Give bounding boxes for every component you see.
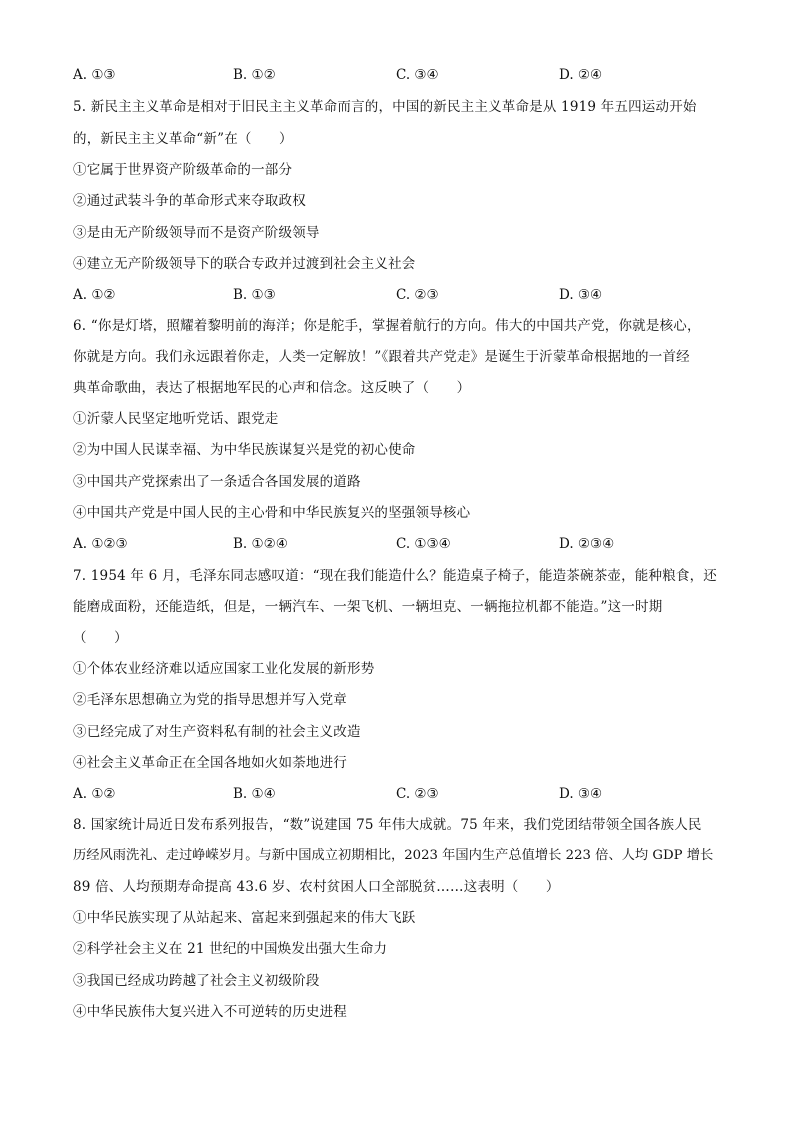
q6-item-3: ③中国共产党探索出了一条适合各国发展的道路 <box>73 474 361 490</box>
q8-item-2: ②科学社会主义在 21 世纪的中国焕发出强大生命力 <box>73 941 388 957</box>
q5-option-b: B. ①③ <box>233 287 276 303</box>
q4-option-c: C. ③④ <box>396 67 439 83</box>
q5-option-a: A. ①② <box>73 287 116 303</box>
q5-item-4: ④建立无产阶级领导下的联合专政并过渡到社会主义社会 <box>73 256 416 272</box>
q7-stem-line-1: 7. 1954 年 6 月，毛泽东同志感叹道：“现在我们能造什么？能造桌子椅子，能造茶碗茶壶，能种粮食，还 <box>73 568 717 584</box>
q8-stem-line-1: 8. 国家统计局近日发布系列报告，“数”说建国 75 年伟大成就。75 年来，我们党团结带领全国各族人民 <box>73 817 702 833</box>
q7-stem-line-3: （ ） <box>73 630 128 646</box>
q5-stem-line-1: 5. 新民主主义革命是相对于旧民主主义革命而言的，中国的新民主主义革命是从 1919 年五四运动开始 <box>73 99 697 115</box>
q6-stem-line-3: 典革命歌曲，表达了根据地军民的心声和信念。这反映了（ ） <box>73 380 471 396</box>
q6-option-b: B. ①②④ <box>233 536 288 552</box>
q5-item-1: ①它属于世界资产阶级革命的一部分 <box>73 162 293 178</box>
q6-item-4: ④中国共产党是中国人民的主心骨和中华民族复兴的坚强领导核心 <box>73 505 471 521</box>
q6-option-c: C. ①③④ <box>396 536 451 552</box>
q7-option-d: D. ③④ <box>559 786 603 802</box>
q6-stem-line-2: 你就是方向。我们永远跟着你走，人类一定解放！”《跟着共产党走》是诞生于沂蒙革命根据地的一首经 <box>73 349 690 365</box>
q4-option-a: A. ①③ <box>73 67 116 83</box>
q4-options <box>73 65 723 85</box>
q6-option-a: A. ①②③ <box>73 536 128 552</box>
q8-stem-line-2: 历经风雨洗礼、走过峥嵘岁月。与新中国成立初期相比，2023 年国内生产总值增长 223 倍、人均 GDP 增长 <box>73 848 714 863</box>
q7-option-a: A. ①② <box>73 786 116 802</box>
q4-option-d: D. ②④ <box>559 67 603 83</box>
q6-options <box>73 534 723 554</box>
q8-item-4: ④中华民族伟大复兴进入不可逆转的历史进程 <box>73 1004 347 1020</box>
q5-option-c: C. ②③ <box>396 287 439 303</box>
q5-stem-line-2: 的，新民主主义革命“新”在（ ） <box>73 131 293 147</box>
q8-item-1: ①中华民族实现了从站起来、富起来到强起来的伟大飞跃 <box>73 910 416 926</box>
q4-option-b: B. ①② <box>233 67 276 83</box>
q8-stem-line-3: 89 倍、人均预期寿命提高 43.6 岁、农村贫困人口全部脱贫……这表明（ ） <box>73 879 560 895</box>
q7-item-2: ②毛泽东思想确立为党的指导思想并写入党章 <box>73 692 347 708</box>
q7-item-1: ①个体农业经济难以适应国家工业化发展的新形势 <box>73 661 375 677</box>
q8-item-3: ③我国已经成功跨越了社会主义初级阶段 <box>73 973 320 989</box>
q6-option-d: D. ②③④ <box>559 536 615 552</box>
q7-option-b: B. ①④ <box>233 786 276 802</box>
q6-item-2: ②为中国人民谋幸福、为中华民族谋复兴是党的初心使命 <box>73 442 416 458</box>
q5-item-2: ②通过武装斗争的革命形式来夺取政权 <box>73 193 306 209</box>
q5-item-3: ③是由无产阶级领导而不是资产阶级领导 <box>73 225 320 241</box>
q7-option-c: C. ②③ <box>396 786 439 802</box>
q7-options <box>73 784 723 804</box>
q7-item-3: ③已经完成了对生产资料私有制的社会主义改造 <box>73 724 361 740</box>
q5-options <box>73 285 723 305</box>
q7-item-4: ④社会主义革命正在全国各地如火如荼地进行 <box>73 755 347 771</box>
q5-option-d: D. ③④ <box>559 287 603 303</box>
q6-stem-line-1: 6. “你是灯塔，照耀着黎明前的海洋；你是舵手，掌握着航行的方向。伟大的中国共产党，你就是核心， <box>73 318 701 334</box>
q6-item-1: ①沂蒙人民坚定地听党话、跟党走 <box>73 411 279 427</box>
q7-stem-line-2: 能磨成面粉，还能造纸，但是，一辆汽车、一架飞机、一辆坦克、一辆拖拉机都不能造。”这一时期 <box>73 599 663 615</box>
